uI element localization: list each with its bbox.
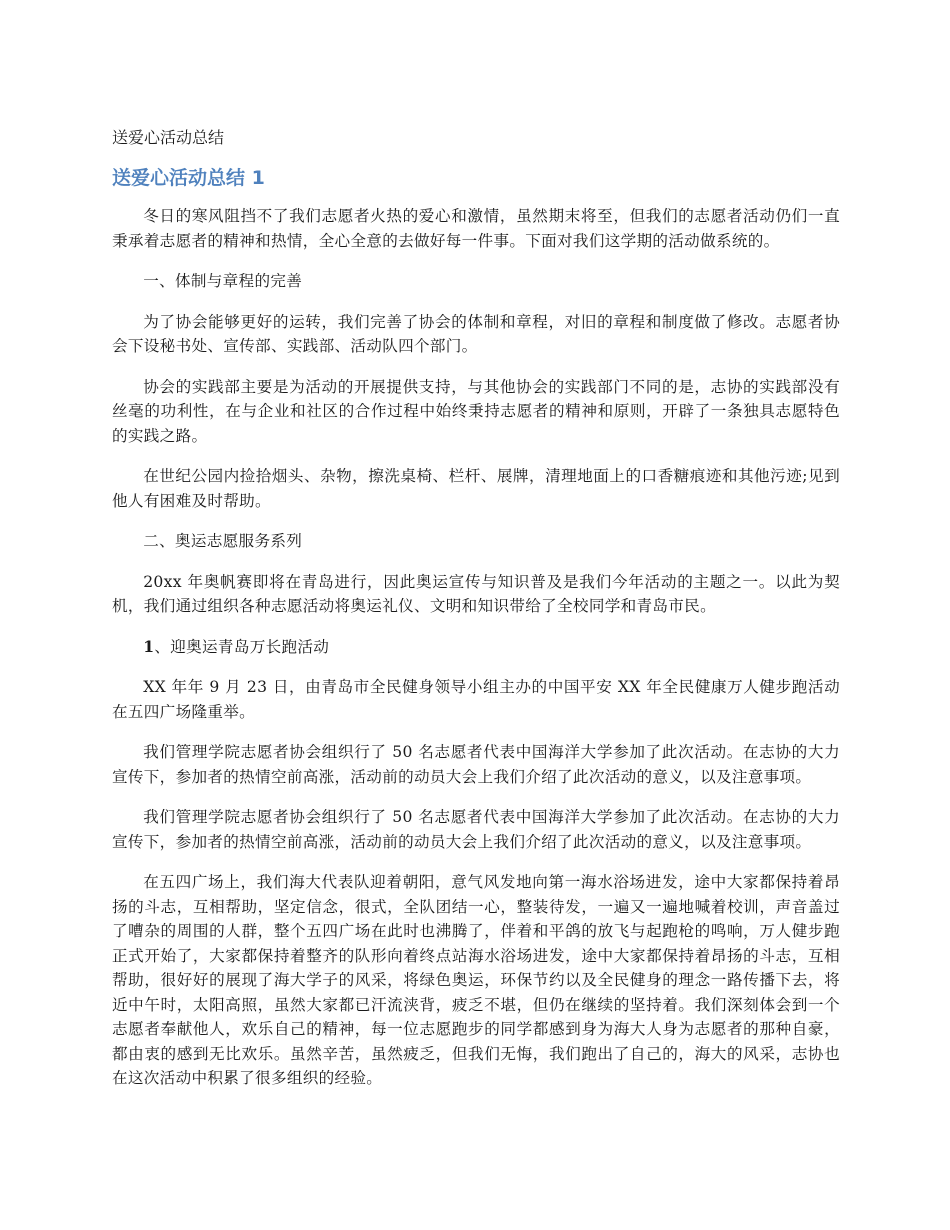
subheading-run-activity [112, 635, 840, 660]
paragraph-run-date: XX 年年 9 月 23 日，由青岛市全民健身领导小组主办的中国平安 XX 年全民健康万人健步跑活动在五四广场隆重举。 [112, 678, 840, 721]
paragraph-square-run: 在五四广场上，我们海大代表队迎着朝阳，意气风发地向第一海水浴场进发，途中大家都保持着昂扬的斗志，互相帮助，坚定信念，很式，全队团结一心，整装待发，一遍又一遍地喊着校训，声音盖过了嘈杂的周围的人群，整个五四广场在此时也沸腾了，伴着和平鸽的放飞与起跑枪的鸣响，万人健步跑正式开始了，大家都保持着整齐的队形向着终点站海水浴场进发，途中大家都保持着昂扬的斗志，互相帮助，很好好的展现了海大学子的风采，将绿色奥运，环保节约以及全民健身的理念一路传播下去，将近中午时，太阳高照，虽然大家都已汗流浃背，疲乏不堪，但仍在继续的坚持着。我们深刻体会到一个志愿者奉献他人，欢乐自己的精神，每一位志愿跑步的同学都感到身为海大人身为志愿者的那种自豪，都由衷的感到无比欢乐。虽然辛苦，虽然疲乏，但我们无悔，我们跑出了自己的，海大的风采，志协也在这次活动中积累了很多组织的经验。 [112, 873, 840, 1087]
paragraph-intro: 冬日的寒风阻挡不了我们志愿者火热的爱心和激情，虽然期末将至，但我们的志愿者活动仍们一直秉承着志愿者的精神和热情，全心全意的去做好每一件事。下面对我们这学期的活动做系统的。 [112, 207, 840, 250]
section-heading: 送爱心活动总结 1 [112, 167, 265, 189]
paragraph-charter: 为了协会能够更好的运转，我们完善了协会的体制和章程，对旧的章程和制度做了修改。志愿者协会下设秘书处、宣传部、实践部、活动队四个部门。 [112, 312, 840, 355]
paragraph-olympics-intro: 20xx 年奥帆赛即将在青岛进行，因此奥运宣传与知识普及是我们今年活动的主题之一。以此为契机，我们通过组织各种志愿活动将奥运礼仪、文明和知识带给了全校同学和青岛市民。 [112, 572, 840, 615]
paragraph-practice-dept: 协会的实践部主要是为活动的开展提供支持，与其他协会的实践部门不同的是，志协的实践部没有丝毫的功利性，在与企业和社区的合作过程中始终秉持志愿者的精神和原则，开辟了一条独具志愿特色的实践之路。 [112, 377, 840, 445]
document-title: 送爱心活动总结 [112, 128, 225, 147]
subheading-system: 一、体制与章程的完善 [143, 272, 303, 290]
document-body [112, 204, 840, 1107]
subheading-olympics: 二、奥运志愿服务系列 [143, 532, 303, 550]
subheading-run-label: 、迎奥运青岛万长跑活动 [154, 637, 330, 656]
paragraph-park-cleaning: 在世纪公园内捡拾烟头、杂物，擦洗桌椅、栏杆、展牌，清理地面上的口香糖痕迹和其他污迹;见到他人有困难及时帮助。 [112, 467, 840, 510]
paragraph-volunteers-1: 我们管理学院志愿者协会组织行了 50 名志愿者代表中国海洋大学参加了此次活动。在志协的大力宣传下，参加者的热情空前高涨，活动前的动员大会上我们介绍了此次活动的意义，以及注意事项。 [112, 743, 840, 786]
paragraph-volunteers-2: 我们管理学院志愿者协会组织行了 50 名志愿者代表中国海洋大学参加了此次活动。在志协的大力宣传下，参加者的热情空前高涨，活动前的动员大会上我们介绍了此次活动的意义，以及注意事项。 [112, 808, 840, 851]
list-number: 1 [143, 636, 155, 656]
